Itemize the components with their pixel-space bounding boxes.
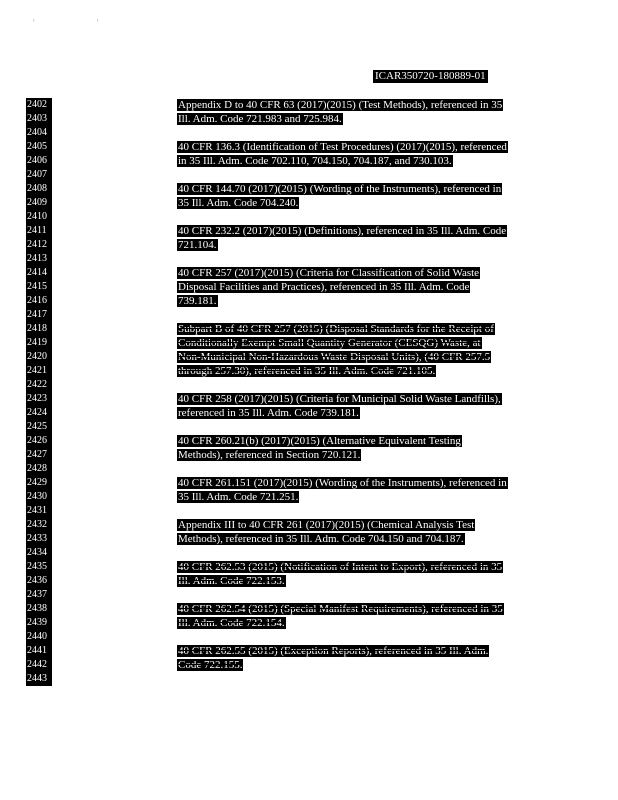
entry-line-text: Ill. Adm. Code 722.154.: [178, 617, 285, 629]
entry-line: [177, 560, 503, 574]
line-number: 2422: [27, 379, 47, 390]
entry-line-text: 35 Ill. Adm. Code 704.240.: [178, 197, 299, 209]
line-number: 2431: [27, 505, 47, 516]
line-number: 2425: [27, 421, 47, 432]
reference-entry: [177, 518, 475, 546]
entry-line-text: Conditionally Exempt Small Quantity Generator (CESQG) Waste, at: [178, 337, 481, 349]
entry-line: [177, 616, 504, 630]
entry-line-text: 739.181.: [178, 295, 217, 307]
line-number: 2429: [27, 477, 47, 488]
reference-entry: [177, 182, 502, 210]
entry-line-text: 35 Ill. Adm. Code 721.251.: [178, 491, 299, 503]
line-number: 2434: [27, 547, 47, 558]
line-number: 2411: [27, 225, 47, 236]
entry-line-text: Subpart B of 40 CFR 257 (2015) (Disposal Standards for the Receipt of: [178, 323, 494, 335]
line-number: 2402: [27, 99, 47, 110]
line-number: 2415: [27, 281, 47, 292]
entry-line-text: in 35 Ill. Adm. Code 702.110, 704.150, 704.187, and 730.103.: [178, 155, 452, 167]
reference-entry: [177, 560, 503, 588]
line-number: 2413: [27, 253, 47, 264]
line-number: 2423: [27, 393, 47, 404]
entry-line: [177, 518, 475, 532]
line-number: 2438: [27, 603, 47, 614]
line-number: 2437: [27, 589, 47, 600]
entry-line: [177, 476, 508, 490]
entry-line: [177, 434, 462, 448]
entry-line: [177, 266, 480, 280]
entry-line: [177, 490, 508, 504]
entry-line: [177, 364, 495, 378]
line-number: 2433: [27, 533, 47, 544]
entry-line-text: 40 CFR 136.3 (Identification of Test Procedures) (2017)(2015), referenced: [178, 141, 507, 153]
entry-line-text: referenced in 35 Ill. Adm. Code 739.181.: [178, 407, 359, 419]
entry-line: [177, 224, 507, 238]
line-number: 2416: [27, 295, 47, 306]
entry-line-text: Appendix III to 40 CFR 261 (2017)(2015) (Chemical Analysis Test: [178, 519, 475, 531]
entry-line-text: 40 CFR 261.151 (2017)(2015) (Wording of the Instruments), referenced in: [178, 477, 507, 489]
line-number: 2410: [27, 211, 47, 222]
entry-line-text: Ill. Adm. Code 721.983 and 725.984.: [178, 113, 342, 125]
line-number: 2403: [27, 113, 47, 124]
reference-entry: [177, 322, 495, 378]
entry-line: [177, 644, 489, 658]
entry-line-text: 40 CFR 262.55 (2015) (Exception Reports), referenced in 35 Ill. Adm.: [178, 645, 489, 657]
line-number: 2435: [27, 561, 47, 572]
entry-line-text: 40 CFR 144.70 (2017)(2015) (Wording of the Instruments), referenced in: [178, 183, 502, 195]
line-number: 2420: [27, 351, 47, 362]
entry-line: [177, 294, 480, 308]
line-number: 2427: [27, 449, 47, 460]
line-number: 2407: [27, 169, 47, 180]
entry-line-text: Appendix D to 40 CFR 63 (2017)(2015) (Test Methods), referenced in 35: [178, 99, 503, 111]
entry-line-text: 40 CFR 232.2 (2017)(2015) (Definitions), referenced in 35 Ill. Adm. Code: [178, 225, 507, 237]
reference-entry: [177, 266, 480, 308]
line-number: 2405: [27, 141, 47, 152]
entry-line: [177, 112, 503, 126]
reference-entry: [177, 140, 508, 168]
document-identifier: ICAR350720-180889-01: [375, 70, 486, 82]
line-number: 2408: [27, 183, 47, 194]
entry-line-text: Ill. Adm. Code 722.153.: [178, 575, 285, 587]
entry-line-text: 40 CFR 258 (2017)(2015) (Criteria for Municipal Solid Waste Landfills),: [178, 393, 501, 405]
entry-line: [177, 98, 503, 112]
line-number-column: [26, 98, 52, 686]
entry-line-text: Non-Municipal Non-Hazardous Waste Disposal Units), (40 CFR 257.5: [178, 351, 491, 363]
entry-line: [177, 574, 503, 588]
entry-line: [177, 322, 495, 336]
line-number: 2414: [27, 267, 47, 278]
entry-line: [177, 658, 489, 672]
entry-line: [177, 182, 502, 196]
entry-line: [177, 336, 495, 350]
line-number: 2424: [27, 407, 47, 418]
reference-entry: [177, 476, 508, 504]
reference-entry: [177, 98, 503, 126]
entry-line: [177, 154, 508, 168]
scan-specks: ' ': [33, 18, 129, 28]
reference-entry: [177, 644, 489, 672]
entry-line-text: 40 CFR 257 (2017)(2015) (Criteria for Classification of Solid Waste: [178, 267, 480, 279]
entry-line-text: Methods), referenced in Section 720.121.: [178, 449, 361, 461]
entry-line: [177, 532, 475, 546]
entry-line-text: 40 CFR 262.54 (2015) (Special Manifest Requirements), referenced in 35: [178, 603, 503, 615]
entry-line: [177, 602, 504, 616]
line-number: 2409: [27, 197, 47, 208]
entry-line: [177, 280, 480, 294]
line-number: 2440: [27, 631, 47, 642]
entry-line-text: through 257.30), referenced in 35 Ill. Adm. Code 721.105.: [178, 365, 436, 377]
line-number: 2443: [27, 673, 47, 684]
line-number: 2404: [27, 127, 47, 138]
line-number: 2441: [27, 645, 47, 656]
line-number: 2406: [27, 155, 47, 166]
line-number: 2426: [27, 435, 47, 446]
entry-line: [177, 140, 508, 154]
line-number: 2430: [27, 491, 47, 502]
entry-line: [177, 406, 502, 420]
entry-line: [177, 350, 495, 364]
line-number: 2428: [27, 463, 47, 474]
entry-line-text: 721.104.: [178, 239, 217, 251]
line-number: 2412: [27, 239, 47, 250]
entry-line: [177, 196, 502, 210]
line-number: 2436: [27, 575, 47, 586]
entry-line: [177, 448, 462, 462]
line-number: 2419: [27, 337, 47, 348]
line-number: 2418: [27, 323, 47, 334]
entry-line-text: Disposal Facilities and Practices), referenced in 35 Ill. Adm. Code: [178, 281, 470, 293]
entry-line: [177, 238, 507, 252]
entry-line-text: 40 CFR 262.53 (2015) (Notification of Intent to Export), referenced in 35: [178, 561, 503, 573]
entry-line-text: 40 CFR 260.21(b) (2017)(2015) (Alternative Equivalent Testing: [178, 435, 461, 447]
line-number: 2417: [27, 309, 47, 320]
reference-entry: [177, 602, 504, 630]
line-number: 2421: [27, 365, 47, 376]
entry-line: [177, 392, 502, 406]
entry-line-text: Methods), referenced in 35 Ill. Adm. Code 704.150 and 704.187.: [178, 533, 464, 545]
entry-line-text: Code 722.155.: [178, 659, 243, 671]
reference-entry: [177, 392, 502, 420]
reference-entry: [177, 224, 507, 252]
line-number: 2432: [27, 519, 47, 530]
line-number: 2442: [27, 659, 47, 670]
reference-entry: [177, 434, 462, 462]
line-number: 2439: [27, 617, 47, 628]
